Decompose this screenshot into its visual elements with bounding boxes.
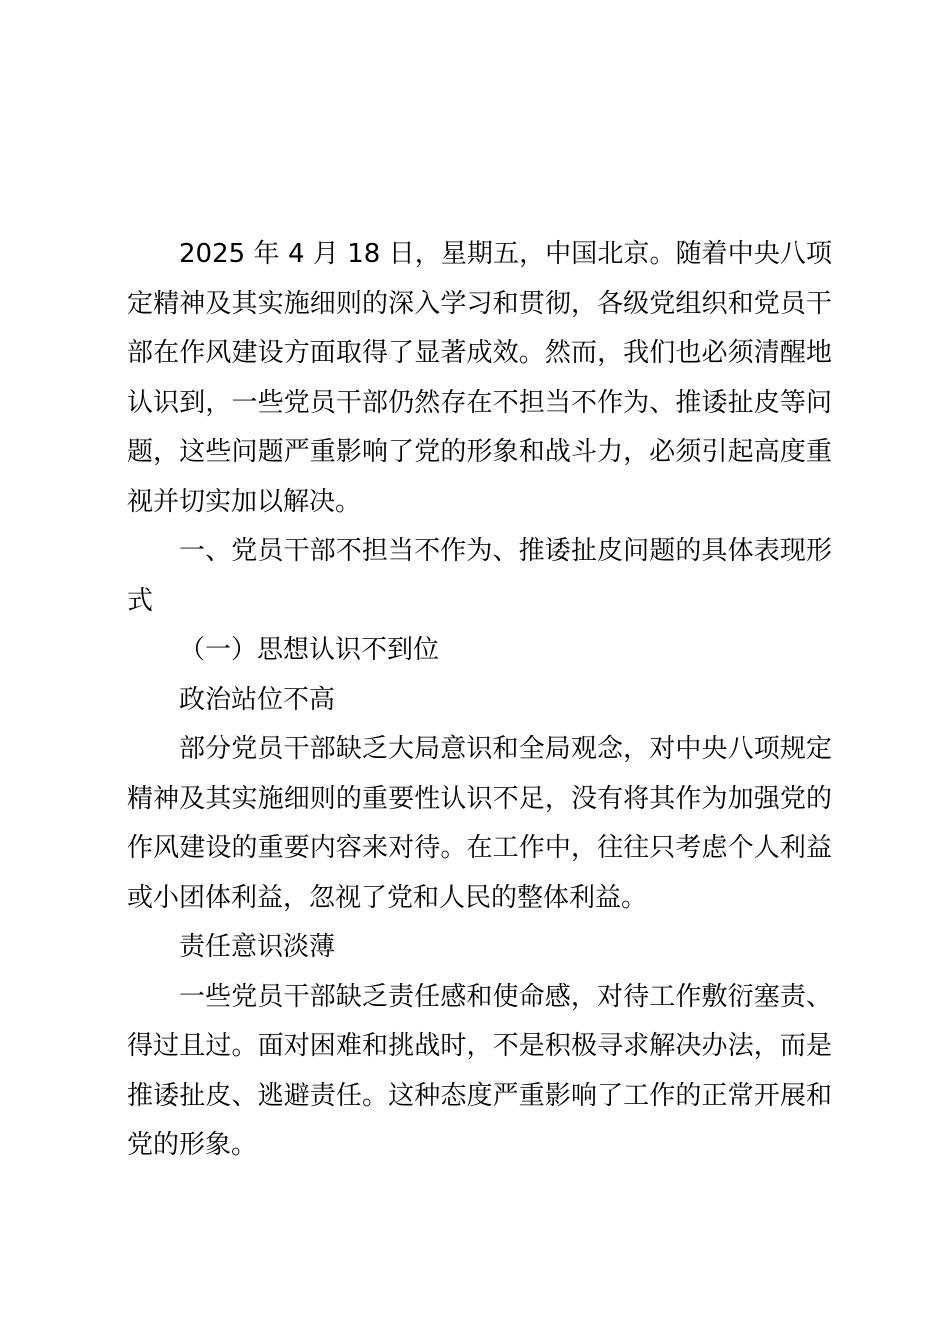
heading-line: 责任意识淡薄 bbox=[179, 932, 336, 962]
text-line: 党的形象。 bbox=[127, 1130, 258, 1160]
topic-heading-political-stance bbox=[127, 676, 832, 726]
text-line: 一些党员干部缺乏责任感和使命感，对待工作敷衍塞责、 bbox=[179, 981, 832, 1012]
section-heading-1 bbox=[127, 527, 832, 626]
text-line: 作风建设的重要内容来对待。在工作中，往往只考虑个人利益 bbox=[127, 833, 832, 863]
body-paragraph-political-stance bbox=[127, 725, 832, 923]
text-line: 部在作风建设方面取得了显著成效。然而，我们也必须清醒地 bbox=[127, 338, 832, 368]
heading-line: 式 bbox=[127, 585, 154, 616]
topic-heading-responsibility bbox=[127, 923, 832, 973]
text-line: 认识到，一些党员干部仍然存在不担当不作为、推诿扯皮等问 bbox=[127, 387, 832, 418]
heading-line: 政治站位不高 bbox=[179, 684, 336, 715]
text-line: 推诿扯皮、逃避责任。这种态度严重影响了工作的正常开展和 bbox=[127, 1080, 832, 1111]
text-line: 2025 年 4 月 18 日，星期五，中国北京。随着中央八项 bbox=[179, 239, 832, 269]
text-line: 题，这些问题严重影响了党的形象和战斗力，必须引起高度重 bbox=[127, 437, 832, 467]
text-line: 精神及其实施细则的重要性认识不足，没有将其作为加强党的 bbox=[127, 783, 832, 814]
document-body bbox=[127, 230, 832, 1171]
intro-paragraph bbox=[127, 230, 832, 527]
text-line: 部分党员干部缺乏大局意识和全局观念，对中央八项规定 bbox=[179, 734, 832, 764]
subsection-heading-1 bbox=[127, 626, 832, 676]
text-line: 定精神及其实施细则的深入学习和贯彻，各级党组织和党员干 bbox=[127, 288, 832, 319]
heading-line: （一）思想认识不到位 bbox=[179, 635, 440, 665]
text-line: 视并切实加以解决。 bbox=[127, 486, 362, 517]
heading-line: 一、党员干部不担当不作为、推诿扯皮问题的具体表现形 bbox=[179, 536, 832, 566]
text-line: 或小团体利益，忽视了党和人民的整体利益。 bbox=[127, 882, 648, 913]
body-paragraph-responsibility bbox=[127, 973, 832, 1171]
text-line: 得过且过。面对困难和挑战时，不是积极寻求解决办法，而是 bbox=[127, 1031, 832, 1061]
